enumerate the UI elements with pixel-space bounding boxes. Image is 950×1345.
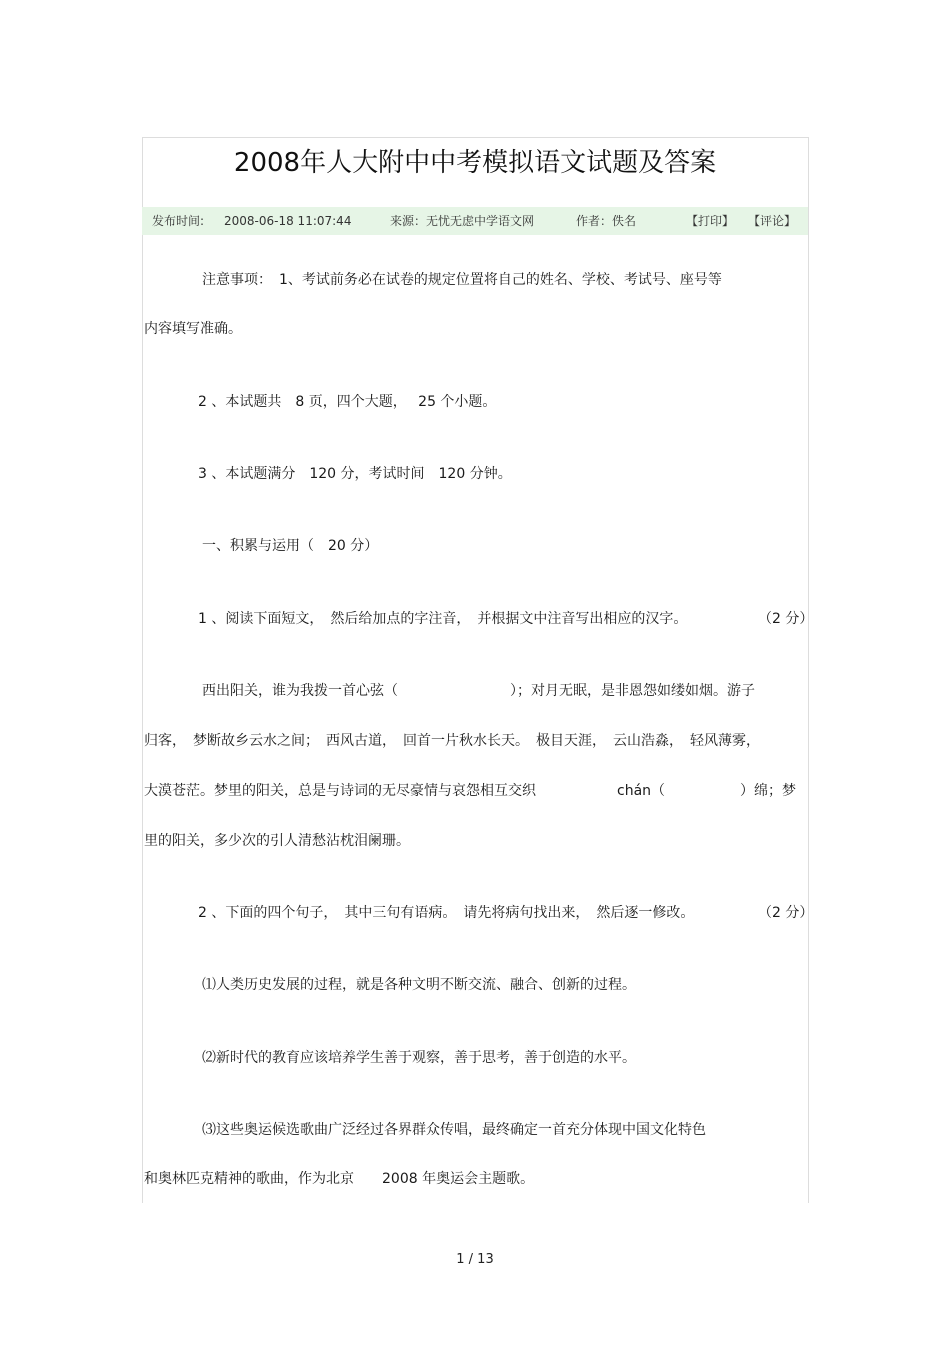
article-source: 来源：无忧无虑中学语文网: [390, 214, 535, 228]
passage-line-3a: 大漠苍茫。梦里的阳关，总是与诗词的无尽豪情与哀怨相互交织: [144, 783, 536, 799]
sentence-2: ⑵新时代的教育应该培养学生善于观察，善于思考，善于创造的水平。: [202, 1050, 636, 1066]
publish-time-label: 发布时间:: [152, 214, 205, 228]
question-1-prompt: 1 、阅读下面短文， 然后给加点的字注音， 并根据文中注音写出相应的汉字。: [198, 611, 688, 627]
passage-pinyin: chán（: [617, 783, 666, 799]
sentence-1: ⑴人类历史发展的过程，就是各种文明不断交流、融合、创新的过程。: [202, 977, 636, 993]
passage-line-3b: ）绵；梦: [740, 783, 796, 799]
passage-line-1b: ）；对月无眠，是非恩怨如缕如烟。游子: [510, 683, 755, 699]
notice-item-2: 2 、本试题共 8 页，四个大题， 25 个小题。: [198, 394, 497, 410]
notice-line-1: 注意事项： 1、考试前务必在试卷的规定位置将自己的姓名、学校、考试号、座号等: [202, 272, 722, 288]
question-1-score: （2 分）: [758, 611, 814, 627]
comment-link[interactable]: 【评论】: [748, 214, 797, 228]
sentence-3a: ⑶这些奥运候选歌曲广泛经过各界群众传唱，最终确定一首充分体现中国文化特色: [202, 1122, 706, 1138]
page-indicator: 1 / 13: [456, 1252, 494, 1267]
question-2-prompt: 2 、下面的四个句子， 其中三句有语病。 请先将病句找出来， 然后逐一修改。: [198, 905, 695, 921]
article-frame: [142, 137, 809, 1203]
page-title: 2008年人大附中中考模拟语文试题及答案: [233, 148, 717, 178]
passage-line-4: 里的阳关，多少次的引人清愁沾枕泪阑珊。: [144, 833, 410, 849]
publish-time: 2008-06-18 11:07:44: [224, 214, 352, 228]
passage-line-1a: 西出阳关，谁为我拨一首心弦（: [202, 683, 398, 699]
article-meta-bar: [142, 207, 808, 235]
passage-line-2: 归客， 梦断故乡云水之间； 西风古道， 回首一片秋水长天。 极目天涯， 云山浩淼， 轻风薄雾，: [144, 733, 760, 749]
notice-line-2: 内容填写准确。: [144, 321, 242, 337]
sentence-3b: 和奥林匹克精神的歌曲，作为北京 2008 年奥运会主题歌。: [144, 1171, 535, 1187]
notice-item-3: 3 、本试题满分 120 分，考试时间 120 分钟。: [198, 466, 512, 482]
section-heading: 一、积累与运用（ 20 分）: [202, 538, 379, 554]
question-2-score: （2 分）: [758, 905, 814, 921]
article-author: 作者：佚名: [576, 214, 637, 228]
print-link[interactable]: 【打印】: [686, 214, 735, 228]
